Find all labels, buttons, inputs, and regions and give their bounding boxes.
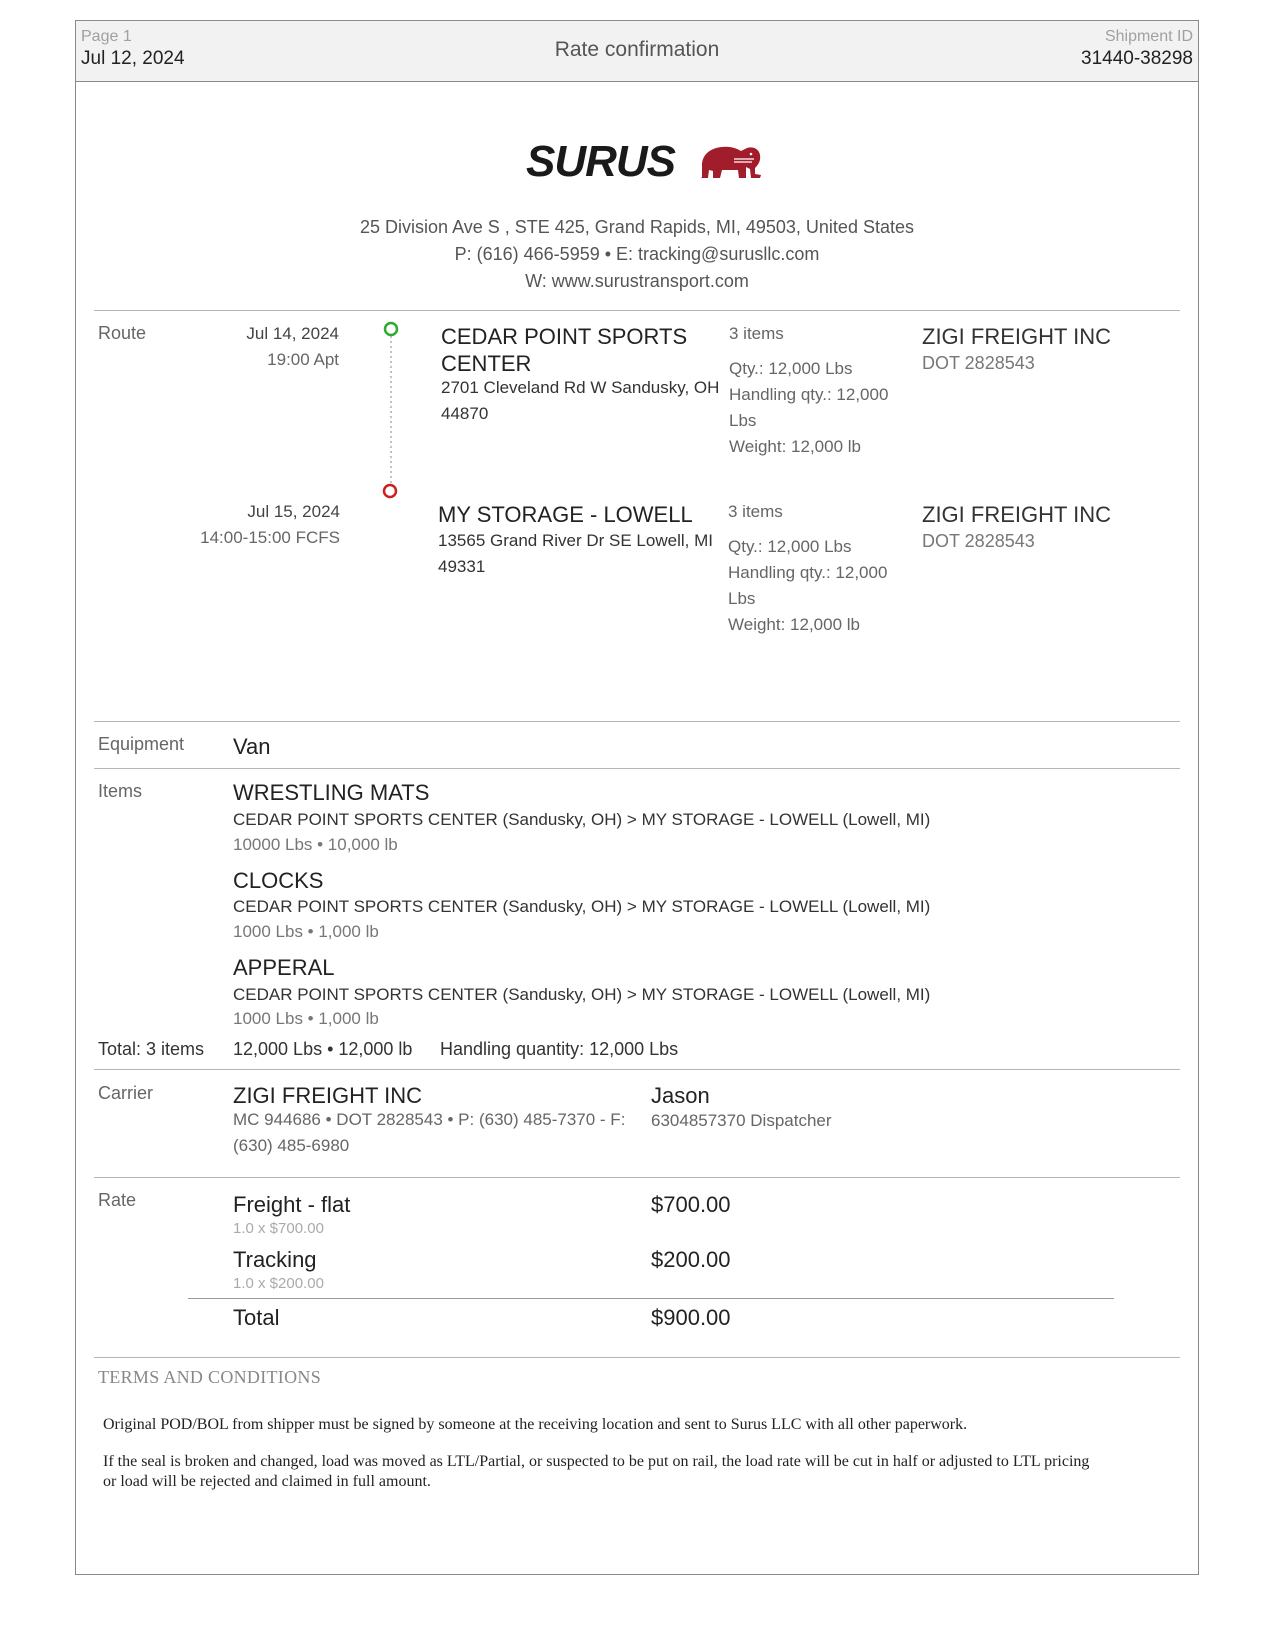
rate-total-divider (188, 1298, 1114, 1299)
stop-1-qty: Qty.: 12,000 Lbs (729, 359, 853, 378)
stop-2-address: 13565 Grand River Dr SE Lowell, MI 49331 (438, 531, 713, 576)
header-bar (76, 21, 1198, 82)
terms-paragraph-1: Original POD/BOL from shipper must be signed by someone at the receiving location and sent to Surus LLC with all other paperwork. (103, 1416, 968, 1433)
terms-title: TERMS AND CONDITIONS (98, 1367, 322, 1387)
item-2-route: CEDAR POINT SPORTS CENTER (Sandusky, OH) > MY STORAGE - LOWELL (Lowell, MI) (233, 897, 931, 916)
route-label: Route (98, 323, 147, 343)
divider (94, 1069, 1180, 1070)
page-number: Page 1 (81, 28, 132, 45)
document-title: Rate confirmation (554, 38, 720, 61)
terms-paragraph-2: If the seal is broken and changed, load was moved as LTL/Partial, or suspected to be put on rail, the load rate will be cut in half or adjusted to LTL pricing or load will be rejected and claimed in full amount. (103, 1453, 1090, 1490)
shipment-id-label: Shipment ID (1104, 28, 1193, 45)
logo-wordmark: SURUS (526, 137, 676, 186)
stop-1-carrier: ZIGI FREIGHT INC (922, 324, 1112, 349)
stop-1-time: 19:00 Apt (267, 350, 339, 369)
carrier-label: Carrier (98, 1083, 154, 1103)
pickup-marker-icon (385, 323, 397, 335)
carrier-details (233, 1107, 625, 1159)
stop-1-weight: Weight: 12,000 lb (729, 437, 861, 456)
divider (94, 1177, 1180, 1178)
stop-2-handling: Handling qty.: 12,000 Lbs (728, 563, 888, 608)
stop-2-qty: Qty.: 12,000 Lbs (728, 537, 852, 556)
item-1-weight: 10000 Lbs • 10,000 lb (233, 835, 398, 854)
stop-1-dot: DOT 2828543 (922, 353, 1035, 373)
document-frame (75, 20, 1199, 1575)
rate-line-1-calc: 1.0 x $700.00 (233, 1220, 324, 1237)
company-logo (526, 137, 786, 191)
stop-2-weight: Weight: 12,000 lb (728, 615, 860, 634)
item-3-name: APPERAL (233, 955, 335, 980)
elephant-icon (694, 141, 766, 183)
carrier-contact-detail: 6304857370 Dispatcher (651, 1111, 832, 1130)
stop-2-schedule (120, 499, 340, 551)
stop-2-quantities (728, 534, 908, 638)
item-1-route: CEDAR POINT SPORTS CENTER (Sandusky, OH) > MY STORAGE - LOWELL (Lowell, MI) (233, 810, 931, 829)
company-address: 25 Division Ave S , STE 425, Grand Rapids, MI, 49503, United States (360, 217, 914, 237)
delivery-marker-icon (384, 485, 396, 497)
items-total-weight: 12,000 Lbs • 12,000 lb (233, 1039, 413, 1059)
stop-2-name: MY STORAGE - LOWELL (438, 502, 693, 527)
divider (94, 721, 1180, 722)
item-2-name: CLOCKS (233, 868, 324, 893)
stop-2-items: 3 items (728, 502, 783, 521)
rate-line-2-amount: $200.00 (651, 1247, 731, 1272)
stop-1-quantities (729, 356, 909, 460)
rate-total-label: Total (233, 1305, 280, 1330)
divider (94, 768, 1180, 769)
route-timeline (381, 319, 401, 499)
carrier-details-line-2: (630) 485-6980 (233, 1136, 350, 1155)
carrier-contact-name: Jason (651, 1083, 710, 1108)
rate-line-1-amount: $700.00 (651, 1192, 731, 1217)
rate-label: Rate (98, 1190, 137, 1210)
items-label: Items (98, 781, 143, 801)
items-total-label: Total: 3 items (98, 1039, 205, 1059)
rate-line-1-name: Freight - flat (233, 1192, 351, 1217)
carrier-name: ZIGI FREIGHT INC (233, 1083, 423, 1108)
stop-2-dot: DOT 2828543 (922, 531, 1035, 551)
stop-1-date: Jul 14, 2024 (246, 324, 339, 343)
item-1-name: WRESTLING MATS (233, 780, 430, 805)
item-2-weight: 1000 Lbs • 1,000 lb (233, 922, 379, 941)
rate-line-2-name: Tracking (233, 1247, 317, 1272)
equipment-label: Equipment (98, 734, 185, 754)
shipment-id: 31440-38298 (1081, 48, 1193, 69)
item-3-route: CEDAR POINT SPORTS CENTER (Sandusky, OH) > MY STORAGE - LOWELL (Lowell, MI) (233, 985, 931, 1004)
document-date: Jul 12, 2024 (81, 48, 185, 69)
carrier-details-line-1: MC 944686 • DOT 2828543 • P: (630) 485-7370 - F: (233, 1110, 626, 1129)
stop-2-time: 14:00-15:00 FCFS (200, 528, 340, 547)
item-3-weight: 1000 Lbs • 1,000 lb (233, 1009, 379, 1028)
rate-line-2-calc: 1.0 x $200.00 (233, 1275, 324, 1292)
stop-1-address: 2701 Cleveland Rd W Sandusky, OH 44870 (441, 378, 720, 423)
stop-1-name: CEDAR POINT SPORTS CENTER (441, 324, 688, 376)
divider (94, 1357, 1180, 1358)
stop-2-date: Jul 15, 2024 (247, 502, 340, 521)
stop-1-schedule (119, 321, 339, 373)
stop-1-handling: Handling qty.: 12,000 Lbs (729, 385, 889, 430)
equipment-value: Van (233, 734, 271, 759)
header-right (1081, 28, 1193, 72)
rate-total-amount: $900.00 (651, 1305, 731, 1330)
company-contact: P: (616) 466-5959 • E: tracking@surusllc.com (454, 244, 820, 264)
stop-1-items: 3 items (729, 324, 784, 343)
items-total-handling: Handling quantity: 12,000 Lbs (440, 1039, 679, 1059)
divider (94, 310, 1180, 311)
stop-2-carrier: ZIGI FREIGHT INC (922, 502, 1112, 527)
company-website: W: www.surustransport.com (525, 271, 749, 291)
